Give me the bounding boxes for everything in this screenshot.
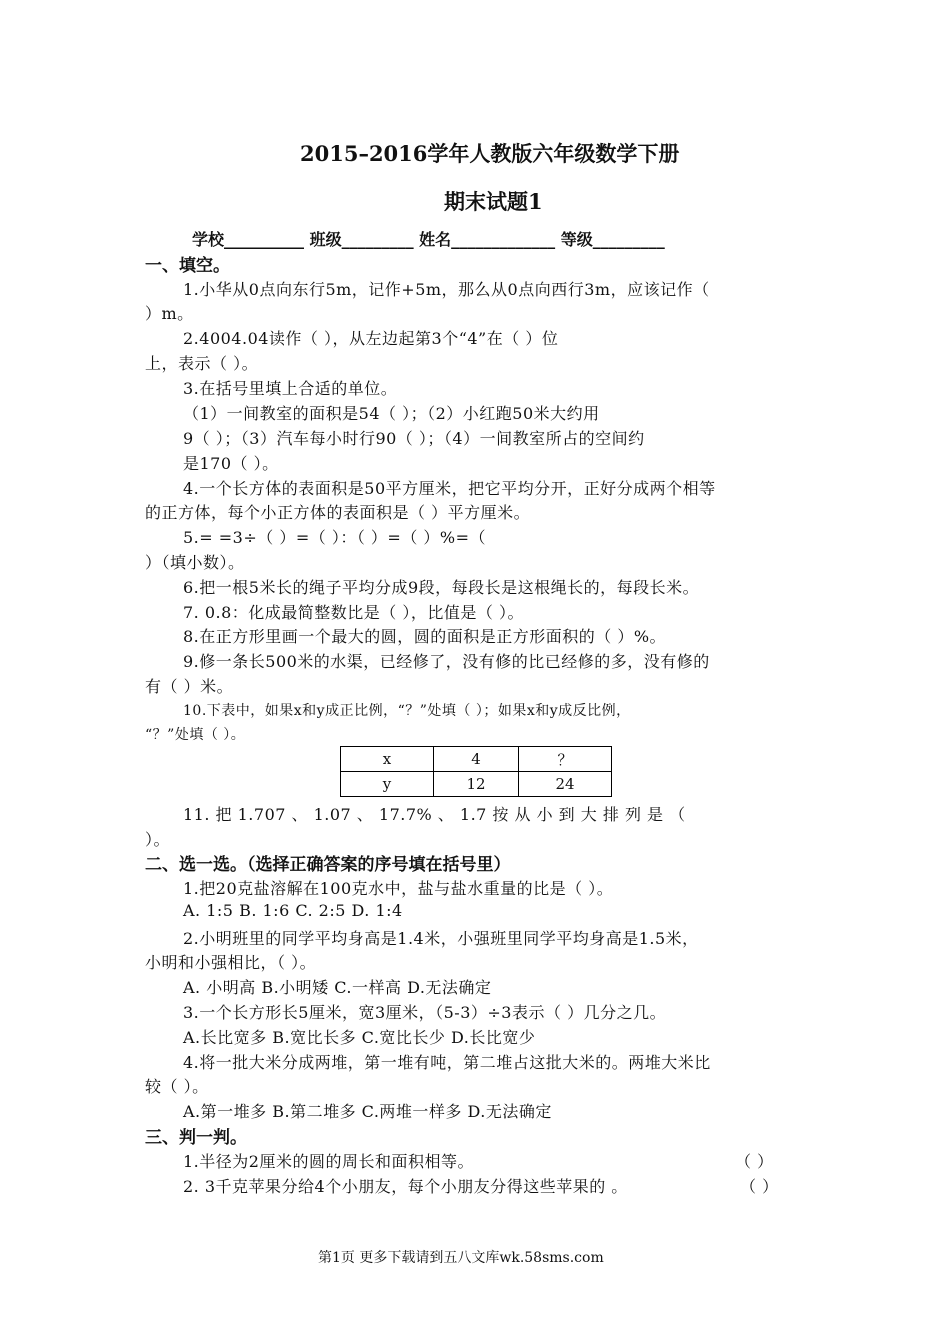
q5-line-1: 5.= =3÷（ ）=（ ）：（ ）=（ ）%=（: [183, 528, 487, 547]
q2-line-2: 上，表示（ ）。: [145, 354, 259, 373]
q10-line-1: 10.下表中，如果x和y成正比例，“？”处填（ ）；如果x和y成反比例，: [183, 703, 631, 719]
section-judge: 三、判一判。: [145, 1128, 247, 1148]
table-row: [341, 747, 612, 772]
q3-line-b: 9（ ）；（3）汽车每小时行90（ ）；（4）一间教室所占的空间约: [183, 429, 645, 448]
q3-line-a: （1）一间教室的面积是54（ ）；（2）小红跑50米大约用: [183, 404, 600, 423]
q9-line-1: 9.修一条长500米的水渠，已经修了，没有修的比已经修的多，没有修的: [183, 652, 710, 671]
table-cell: ？: [519, 747, 612, 772]
table-cell: x: [341, 747, 434, 772]
j1-answer-paren: （ ）: [735, 1152, 774, 1171]
table-row: [341, 772, 612, 797]
q9-line-2: 有（ ）米。: [145, 677, 234, 696]
q11-line-1: 11. 把 1.707 、 1.07 、 17.7% 、 1.7 按 从 小 到 大 排 列 是 （: [183, 805, 686, 824]
table-cell: 24: [519, 772, 612, 797]
c4-line-1: 4.将一批大米分成两堆，第一堆有吨，第二堆占这批大米的。两堆大米比: [183, 1053, 711, 1072]
q10-line-2: “？”处填（ ）。: [145, 727, 246, 743]
q1-line-1: 1.小华从0点向东行5m，记作+5m，那么从0点向西行3m，应该记作（: [183, 280, 710, 299]
table-cell: 12: [434, 772, 519, 797]
table-cell: y: [341, 772, 434, 797]
c2-line-1: 2.小明班里的同学平均身高是1.4米，小强班里同学平均身高是1.5米，: [183, 929, 699, 948]
section-choice: 二、选一选。（选择正确答案的序号填在括号里）: [145, 855, 511, 875]
c2-line-2: 小明和小强相比，（ ）。: [145, 953, 317, 972]
j1-line: 1.半径为2厘米的圆的周长和面积相等。: [183, 1152, 474, 1171]
page-footer: 第1页 更多下载请到五八文库wk.58sms.com: [318, 1250, 604, 1266]
q4-line-2: 的正方体，每个小正方体的表面积是（ ）平方厘米。: [145, 503, 531, 522]
q2-line-1: 2.4004.04读作（ ），从左边起第3个“4”在（ ）位: [183, 329, 559, 348]
student-info-line: 学校__________ 班级_________ 姓名_____________ 等级_________: [192, 230, 665, 249]
section-fill-blank: 一、填空。: [145, 256, 230, 276]
c2-options: A. 小明高 B.小明矮 C.一样高 D.无法确定: [183, 978, 492, 997]
q11-line-2: ）。: [145, 830, 171, 849]
c4-options: A.第一堆多 B.第二堆多 C.两堆一样多 D.无法确定: [183, 1102, 552, 1121]
xy-table: [340, 746, 612, 797]
q3-line-c: 是170（ ）。: [183, 454, 279, 473]
q5-line-2: ）（填小数）。: [145, 553, 245, 572]
q6-line: 6.把一根5米长的绳子平均分成9段，每段长是这根绳长的，每段长米。: [183, 578, 700, 597]
q7-line: 7. 0.8：化成最简整数比是（ ），比值是（ ）。: [183, 603, 524, 622]
page-title: 2015–2016学年人教版六年级数学下册: [300, 141, 680, 166]
q4-line-1: 4.一个长方体的表面积是50平方厘米，把它平均分开，正好分成两个相等: [183, 479, 716, 498]
j2-answer-paren: （ ）: [740, 1177, 779, 1196]
j2-line: 2. 3千克苹果分给4个小朋友，每个小朋友分得这些苹果的 。: [183, 1177, 628, 1196]
q8-line: 8.在正方形里画一个最大的圆，圆的面积是正方形面积的（ ）%。: [183, 627, 667, 646]
q1-line-2: ）m。: [145, 304, 194, 323]
q3-line: 3.在括号里填上合适的单位。: [183, 379, 398, 398]
c1-options: A. 1:5 B. 1:6 C. 2:5 D. 1:4: [183, 901, 403, 920]
c3-options: A.长比宽多 B.宽比长多 C.宽比长少 D.长比宽少: [183, 1028, 536, 1047]
table-cell: 4: [434, 747, 519, 772]
page-subtitle: 期末试题1: [444, 189, 543, 214]
c3-line: 3.一个长方形长5厘米，宽3厘米，（5-3）÷3表示（ ）几分之几。: [183, 1003, 667, 1022]
c4-line-2: 较（ ）。: [145, 1077, 209, 1096]
c1-line: 1.把20克盐溶解在100克水中，盐与盐水重量的比是（ ）。: [183, 879, 614, 898]
